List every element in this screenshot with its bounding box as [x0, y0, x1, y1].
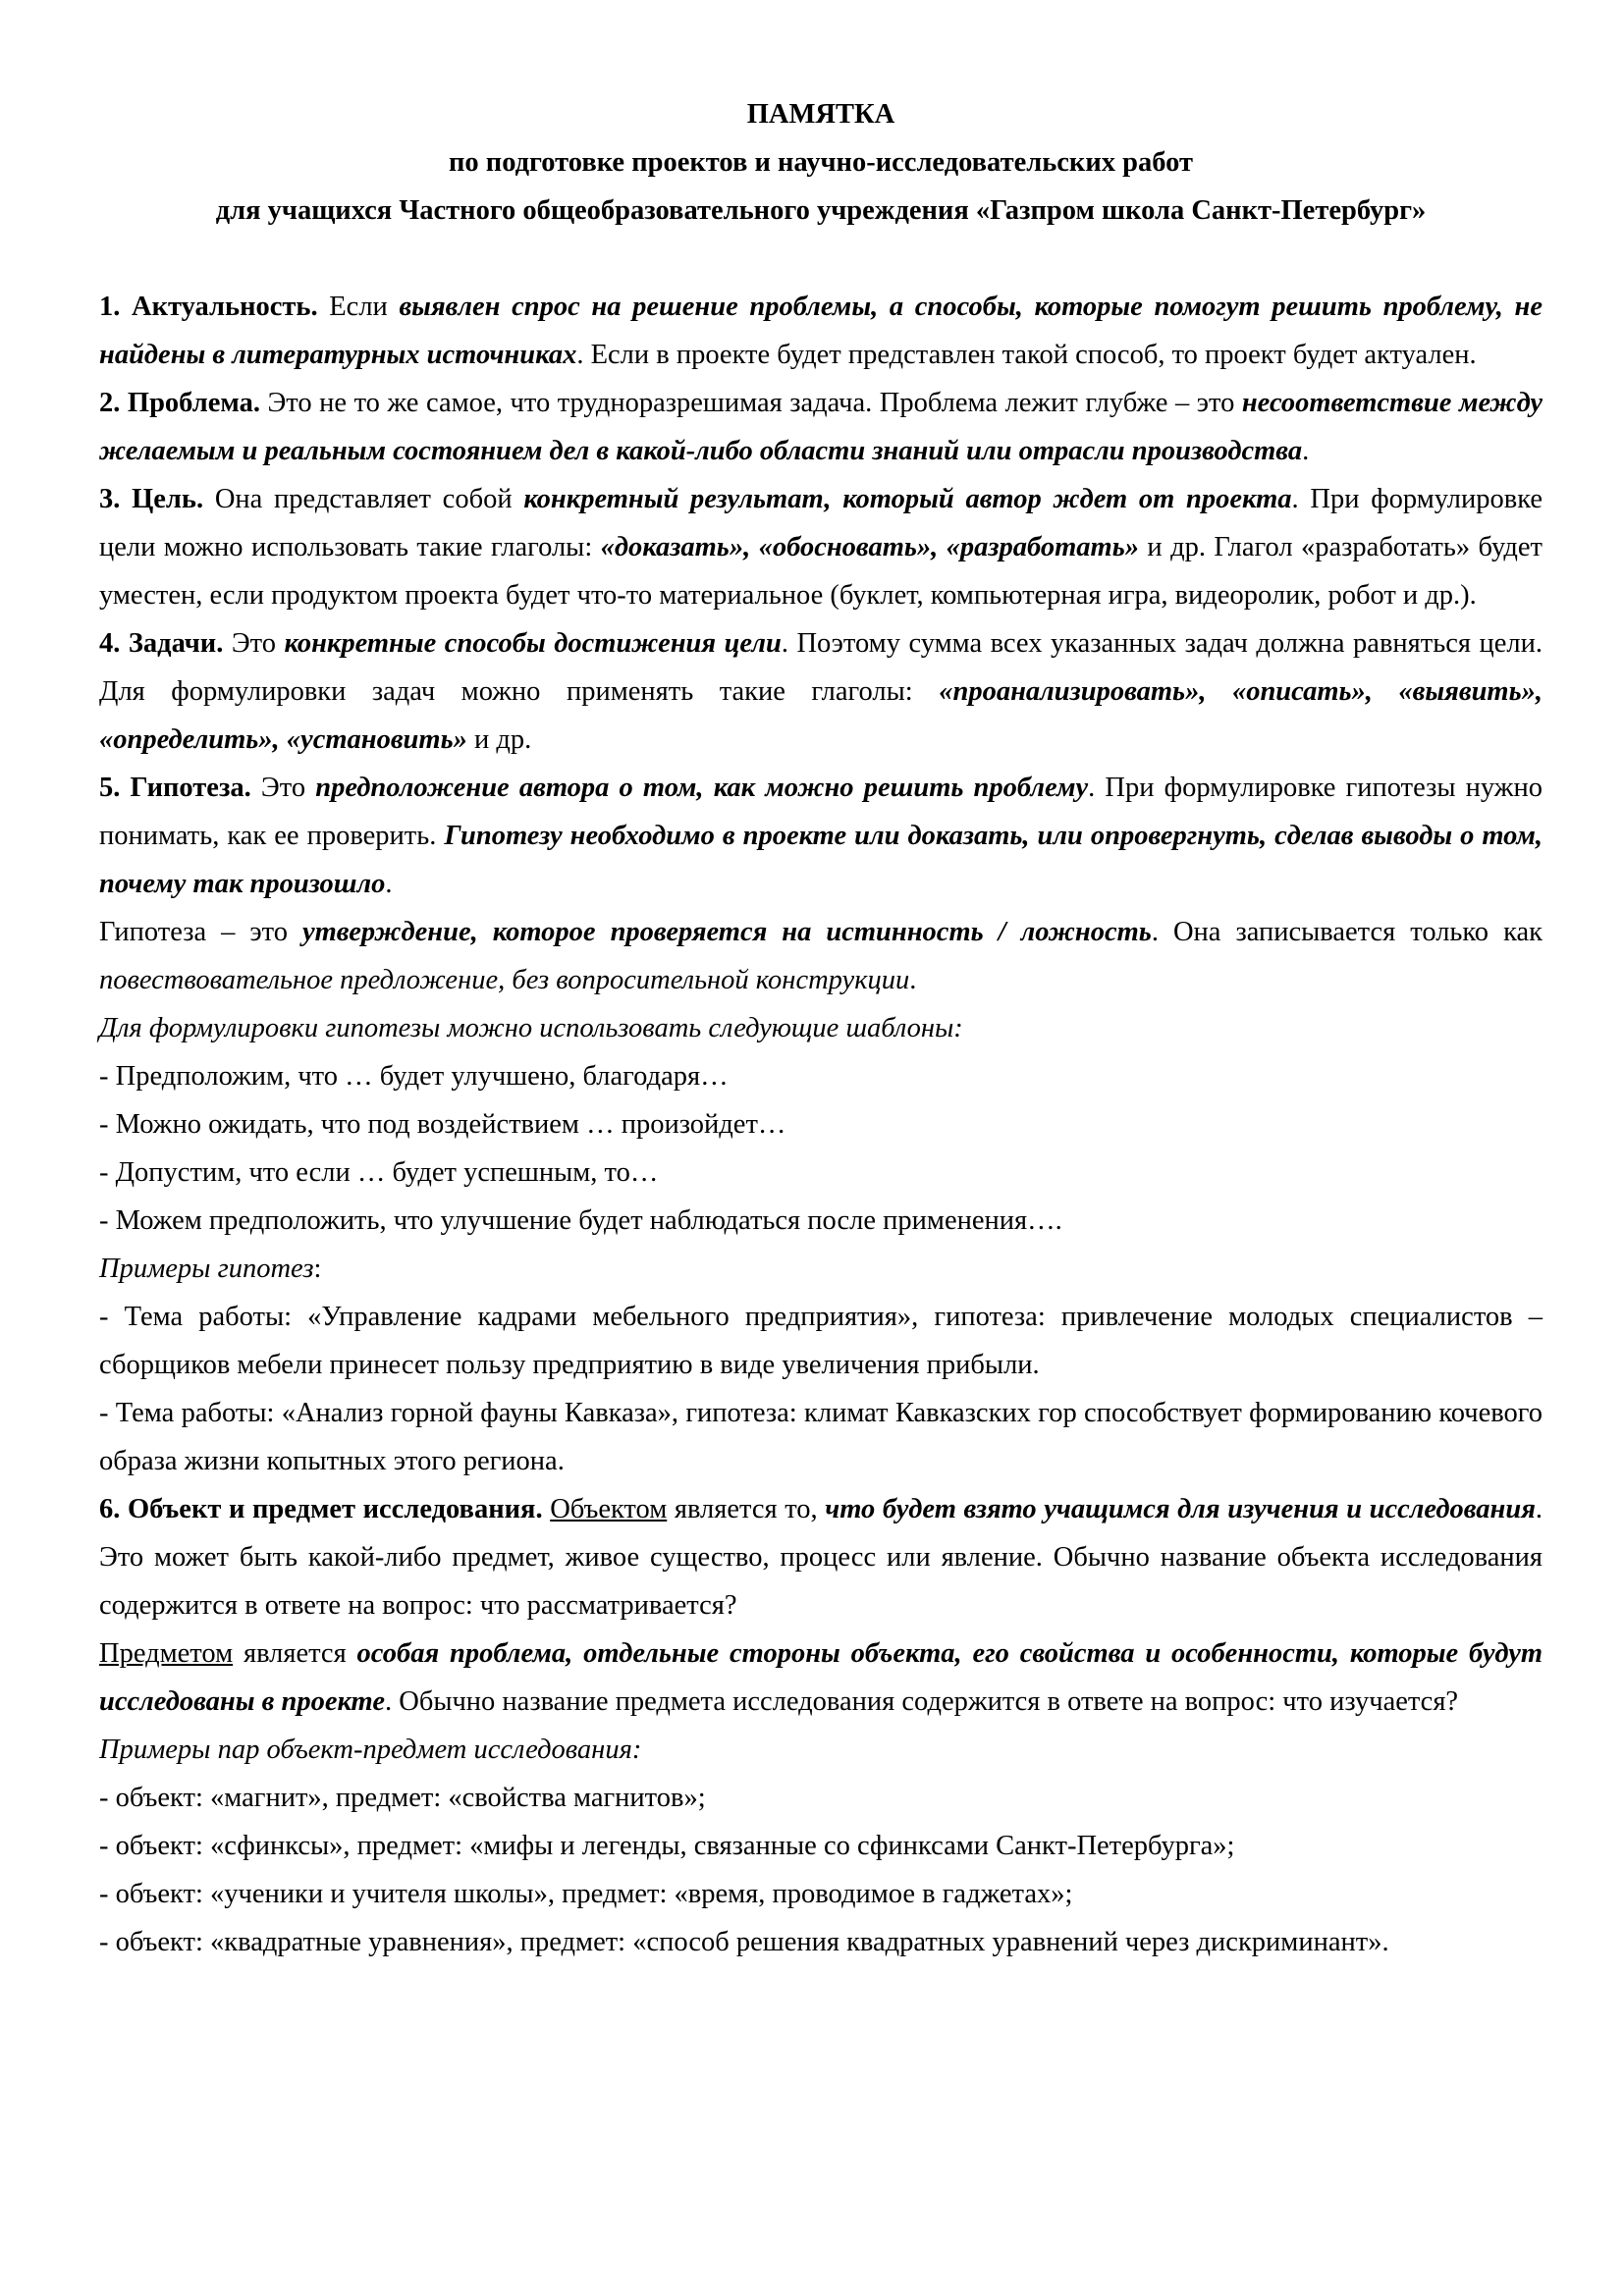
section-hypothesis: 5. Гипотеза. Это предположение автора о том, как можно решить проблему. При формулировке гипотезы нужно понимать, как ее проверить. Гипотезу необходимо в проекте или доказать, или опровергнуть, сделав выводы о том, почему так произошло. [99, 773, 1543, 899]
emphasis-text: особая проблема, отдельные стороны объекта, его свойства и особенности, которые будут исследованы в проекте [99, 1638, 1543, 1717]
underlined-term: Объектом [550, 1494, 668, 1524]
italic-text: Примеры гипотез [99, 1254, 314, 1284]
hypothesis-example-item: - Тема работы: «Анализ горной фауны Кавказа», гипотеза: климат Кавказских гор способствует формированию кочевого образа жизни копытных этого региона. [99, 1398, 1543, 1476]
section-heading: 2. Проблема. [99, 388, 260, 418]
pair-example-item: - объект: «сфинксы», предмет: «мифы и легенды, связанные со сфинксами Санкт-Петербурга»; [99, 1831, 1235, 1861]
emphasis-text: что будет взято учащимся для изучения и исследования [825, 1494, 1536, 1524]
emphasis-text: утверждение, которое проверяется на истинность / ложность [301, 917, 1152, 947]
pair-example-item: - объект: «ученики и учителя школы», предмет: «время, проводимое в гаджетах»; [99, 1879, 1073, 1909]
pair-examples-label [99, 1726, 1543, 1774]
emphasis-text: несоответствие между желаемым и реальным состоянием дел в какой-либо области знаний или отрасли производства [99, 388, 1543, 466]
emphasis-text: выявлен спрос на решение проблемы, а способы, которые помогут решить проблему, не найдены в литературных источниках [99, 292, 1543, 370]
section-heading: 1. Актуальность. [99, 292, 318, 322]
subject-definition: Предметом является особая проблема, отдельные стороны объекта, его свойства и особенности, которые будут исследованы в проекте. Обычно название предмета исследования содержится в ответе на вопрос: что изучается? [99, 1638, 1543, 1717]
template-item: - Можно ожидать, что под воздействием … произойдет… [99, 1109, 786, 1140]
template-item: - Предположим, что … будет улучшено, благодаря… [99, 1061, 729, 1092]
pair-example-item: - объект: «квадратные уравнения», предмет: «способ решения квадратных уравнений через дискриминант». [99, 1927, 1389, 1957]
hypothesis-definition: Гипотеза – это утверждение, которое проверяется на истинность / ложность. Она записывается только как повествовательное предложение, без вопросительной конструкции. [99, 917, 1543, 995]
italic-text: Для формулировки гипотезы можно использовать следующие шаблоны: [99, 1013, 963, 1043]
section-object-subject: 6. Объект и предмет исследования. Объектом является то, что будет взято учащимся для изучения и исследования. Это может быть какой-либо предмет, живое существо, процесс или явление. Обычно название объекта исследования содержится в ответе на вопрос: что рассматривается? [99, 1494, 1543, 1621]
emphasis-text: конкретные способы достижения цели [284, 628, 782, 659]
section-relevance: 1. Актуальность. Если выявлен спрос на решение проблемы, а способы, которые помогут решить проблему, не найдены в литературных источниках. Если в проекте будет представлен такой способ, то проект будет актуален. [99, 292, 1543, 370]
section-heading: 3. Цель. [99, 484, 204, 514]
hypothesis-example-item: - Тема работы: «Управление кадрами мебельного предприятия», гипотеза: привлечение молодых специалистов – сборщиков мебели принесет пользу предприятию в виде увеличения прибыли. [99, 1302, 1543, 1380]
pair-example-item: - объект: «магнит», предмет: «свойства магнитов»; [99, 1783, 706, 1813]
templates-intro [99, 1004, 1543, 1052]
emphasis-text: Гипотезу необходимо в проекте или доказать, или опровергнуть, сделав выводы о том, почему так произошло [99, 821, 1543, 899]
section-heading: 4. Задачи. [99, 628, 224, 659]
section-goal: 3. Цель. Она представляет собой конкретный результат, который автор ждет от проекта. При формулировке цели можно использовать такие глаголы: «доказать», «обосновать», «разработать» и др. Глагол «разработать» будет уместен, если продуктом проекта будет что-то материальное (буклет, компьютерная игра, видеоролик, робот и др.). [99, 484, 1543, 611]
emphasis-text: предположение автора о том, как можно решить проблему [315, 773, 1089, 803]
section-heading: 5. Гипотеза. [99, 773, 251, 803]
emphasis-text: конкретный результат, который автор ждет от проекта [523, 484, 1292, 514]
template-item: - Допустим, что если … будет успешным, то… [99, 1157, 659, 1188]
document-subtitle: по подготовке проектов и научно-исследовательских работ [448, 147, 1193, 178]
italic-text: Примеры пар объект-предмет исследования: [99, 1735, 642, 1765]
italic-text: повествовательное предложение, без вопросительной конструкции [99, 965, 910, 995]
emphasis-text: «проанализировать», «описать», «выявить», «определить», «установить» [99, 676, 1543, 755]
document-title: ПАМЯТКА [746, 99, 895, 130]
hypothesis-examples-label: Примеры гипотез: [99, 1254, 322, 1284]
template-item: - Можем предположить, что улучшение будет наблюдаться после применения…. [99, 1205, 1062, 1236]
section-problem: 2. Проблема. Это не то же самое, что трудноразрешимая задача. Проблема лежит глубже – это несоответствие между желаемым и реальным состоянием дел в какой-либо области знаний или отрасли производства. [99, 388, 1543, 466]
section-tasks: 4. Задачи. Это конкретные способы достижения цели. Поэтому сумма всех указанных задач должна равняться цели. Для формулировки задач можно применять такие глаголы: «проанализировать», «описать», «выявить», «определить», «установить» и др. [99, 628, 1543, 755]
document-header [99, 90, 1543, 235]
section-heading: 6. Объект и предмет исследования. [99, 1494, 543, 1524]
emphasis-text: «доказать», «обосновать», «разработать» [600, 532, 1140, 562]
document-subtitle-institution: для учащихся Частного общеобразовательного учреждения «Газпром школа Санкт-Петербург» [215, 195, 1427, 226]
underlined-term: Предметом [99, 1638, 234, 1669]
